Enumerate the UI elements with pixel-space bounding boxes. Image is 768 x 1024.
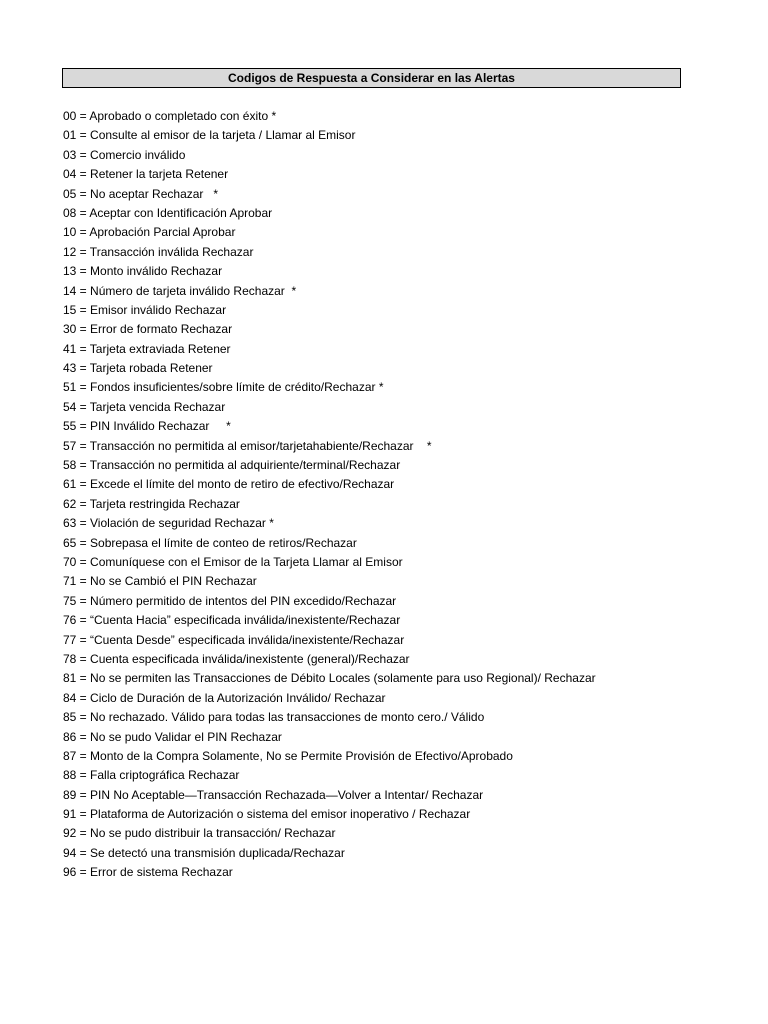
response-code-item: 96 = Error de sistema Rechazar [63,865,233,880]
response-code-item: 04 = Retener la tarjeta Retener [63,167,229,182]
response-code-item: 75 = Número permitido de intentos del PIN excedido/Rechazar [63,593,397,608]
response-code-item: 86 = No se pudo Validar el PIN Rechazar [63,729,282,744]
response-code-item: 70 = Comuníquese con el Emisor de la Tarjeta Llamar al Emisor [63,554,403,569]
response-code-item: 12 = Transacción inválida Rechazar [63,244,254,259]
response-code-item: 92 = No se pudo distribuir la transacción/ Rechazar [63,826,336,841]
response-code-item: 62 = Tarjeta restringida Rechazar [63,496,240,511]
response-code-item: 81 = No se permiten las Transacciones de Débito Locales (solamente para uso Regional)/ Rechazar [63,671,596,686]
response-code-item: 87 = Monto de la Compra Solamente, No se Permite Provisión de Efectivo/Aprobado [63,748,513,763]
response-code-item: 94 = Se detectó una transmisión duplicada/Rechazar [63,845,345,860]
document-title: Codigos de Respuesta a Considerar en las Alertas [62,68,681,88]
response-code-list [63,107,753,883]
response-code-item: 08 = Aceptar con Identificación Aprobar [63,205,273,220]
response-code-item: 03 = Comercio inválido [63,147,186,162]
response-code-item: 05 = No aceptar Rechazar * [63,186,219,201]
response-code-item: 51 = Fondos insuficientes/sobre límite de crédito/Rechazar * [63,380,384,395]
response-code-item: 00 = Aprobado o completado con éxito * [63,109,277,123]
response-code-item: 85 = No rechazado. Válido para todas las transacciones de monto cero./ Válido [63,710,485,725]
response-code-item: 14 = Número de tarjeta inválido Rechazar * [63,283,297,298]
response-code-item: 91 = Plataforma de Autorización o sistema del emisor inoperativo / Rechazar [63,807,471,822]
response-code-item: 61 = Excede el límite del monto de retiro de efectivo/Rechazar [63,477,395,492]
response-code-item: 55 = PIN Inválido Rechazar * [63,419,231,434]
response-code-item: 65 = Sobrepasa el límite de conteo de retiros/Rechazar [63,535,357,550]
response-code-item: 10 = Aprobación Parcial Aprobar [63,225,236,240]
response-code-item: 78 = Cuenta especificada inválida/inexistente (general)/Rechazar [63,651,410,666]
response-code-item: 41 = Tarjeta extraviada Retener [63,341,231,356]
response-code-item: 77 = “Cuenta Desde” especificada inválida/inexistente/Rechazar [63,632,405,647]
response-code-item: 43 = Tarjeta robada Retener [63,361,213,376]
response-code-item: 13 = Monto inválido Rechazar [63,264,223,279]
response-code-item: 76 = “Cuenta Hacia” especificada inválida/inexistente/Rechazar [63,613,401,628]
response-code-item: 71 = No se Cambió el PIN Rechazar [63,574,257,589]
response-code-item: 01 = Consulte al emisor de la tarjeta / Llamar al Emisor [63,128,356,143]
response-code-item: 15 = Emisor inválido Rechazar [63,302,227,317]
response-code-item: 30 = Error de formato Rechazar [63,322,233,337]
response-code-item: 58 = Transacción no permitida al adquiriente/terminal/Rechazar [63,458,401,473]
response-code-item: 63 = Violación de seguridad Rechazar * [63,516,274,531]
response-code-item: 84 = Ciclo de Duración de la Autorización Inválido/ Rechazar [63,690,386,705]
response-code-item: 54 = Tarjeta vencida Rechazar [63,399,226,414]
response-code-item: 57 = Transacción no permitida al emisor/tarjetahabiente/Rechazar * [63,438,432,453]
response-code-item: 88 = Falla criptográfica Rechazar [63,768,240,783]
response-code-item: 89 = PIN No Aceptable—Transacción Rechazada—Volver a Intentar/ Rechazar [63,787,484,802]
